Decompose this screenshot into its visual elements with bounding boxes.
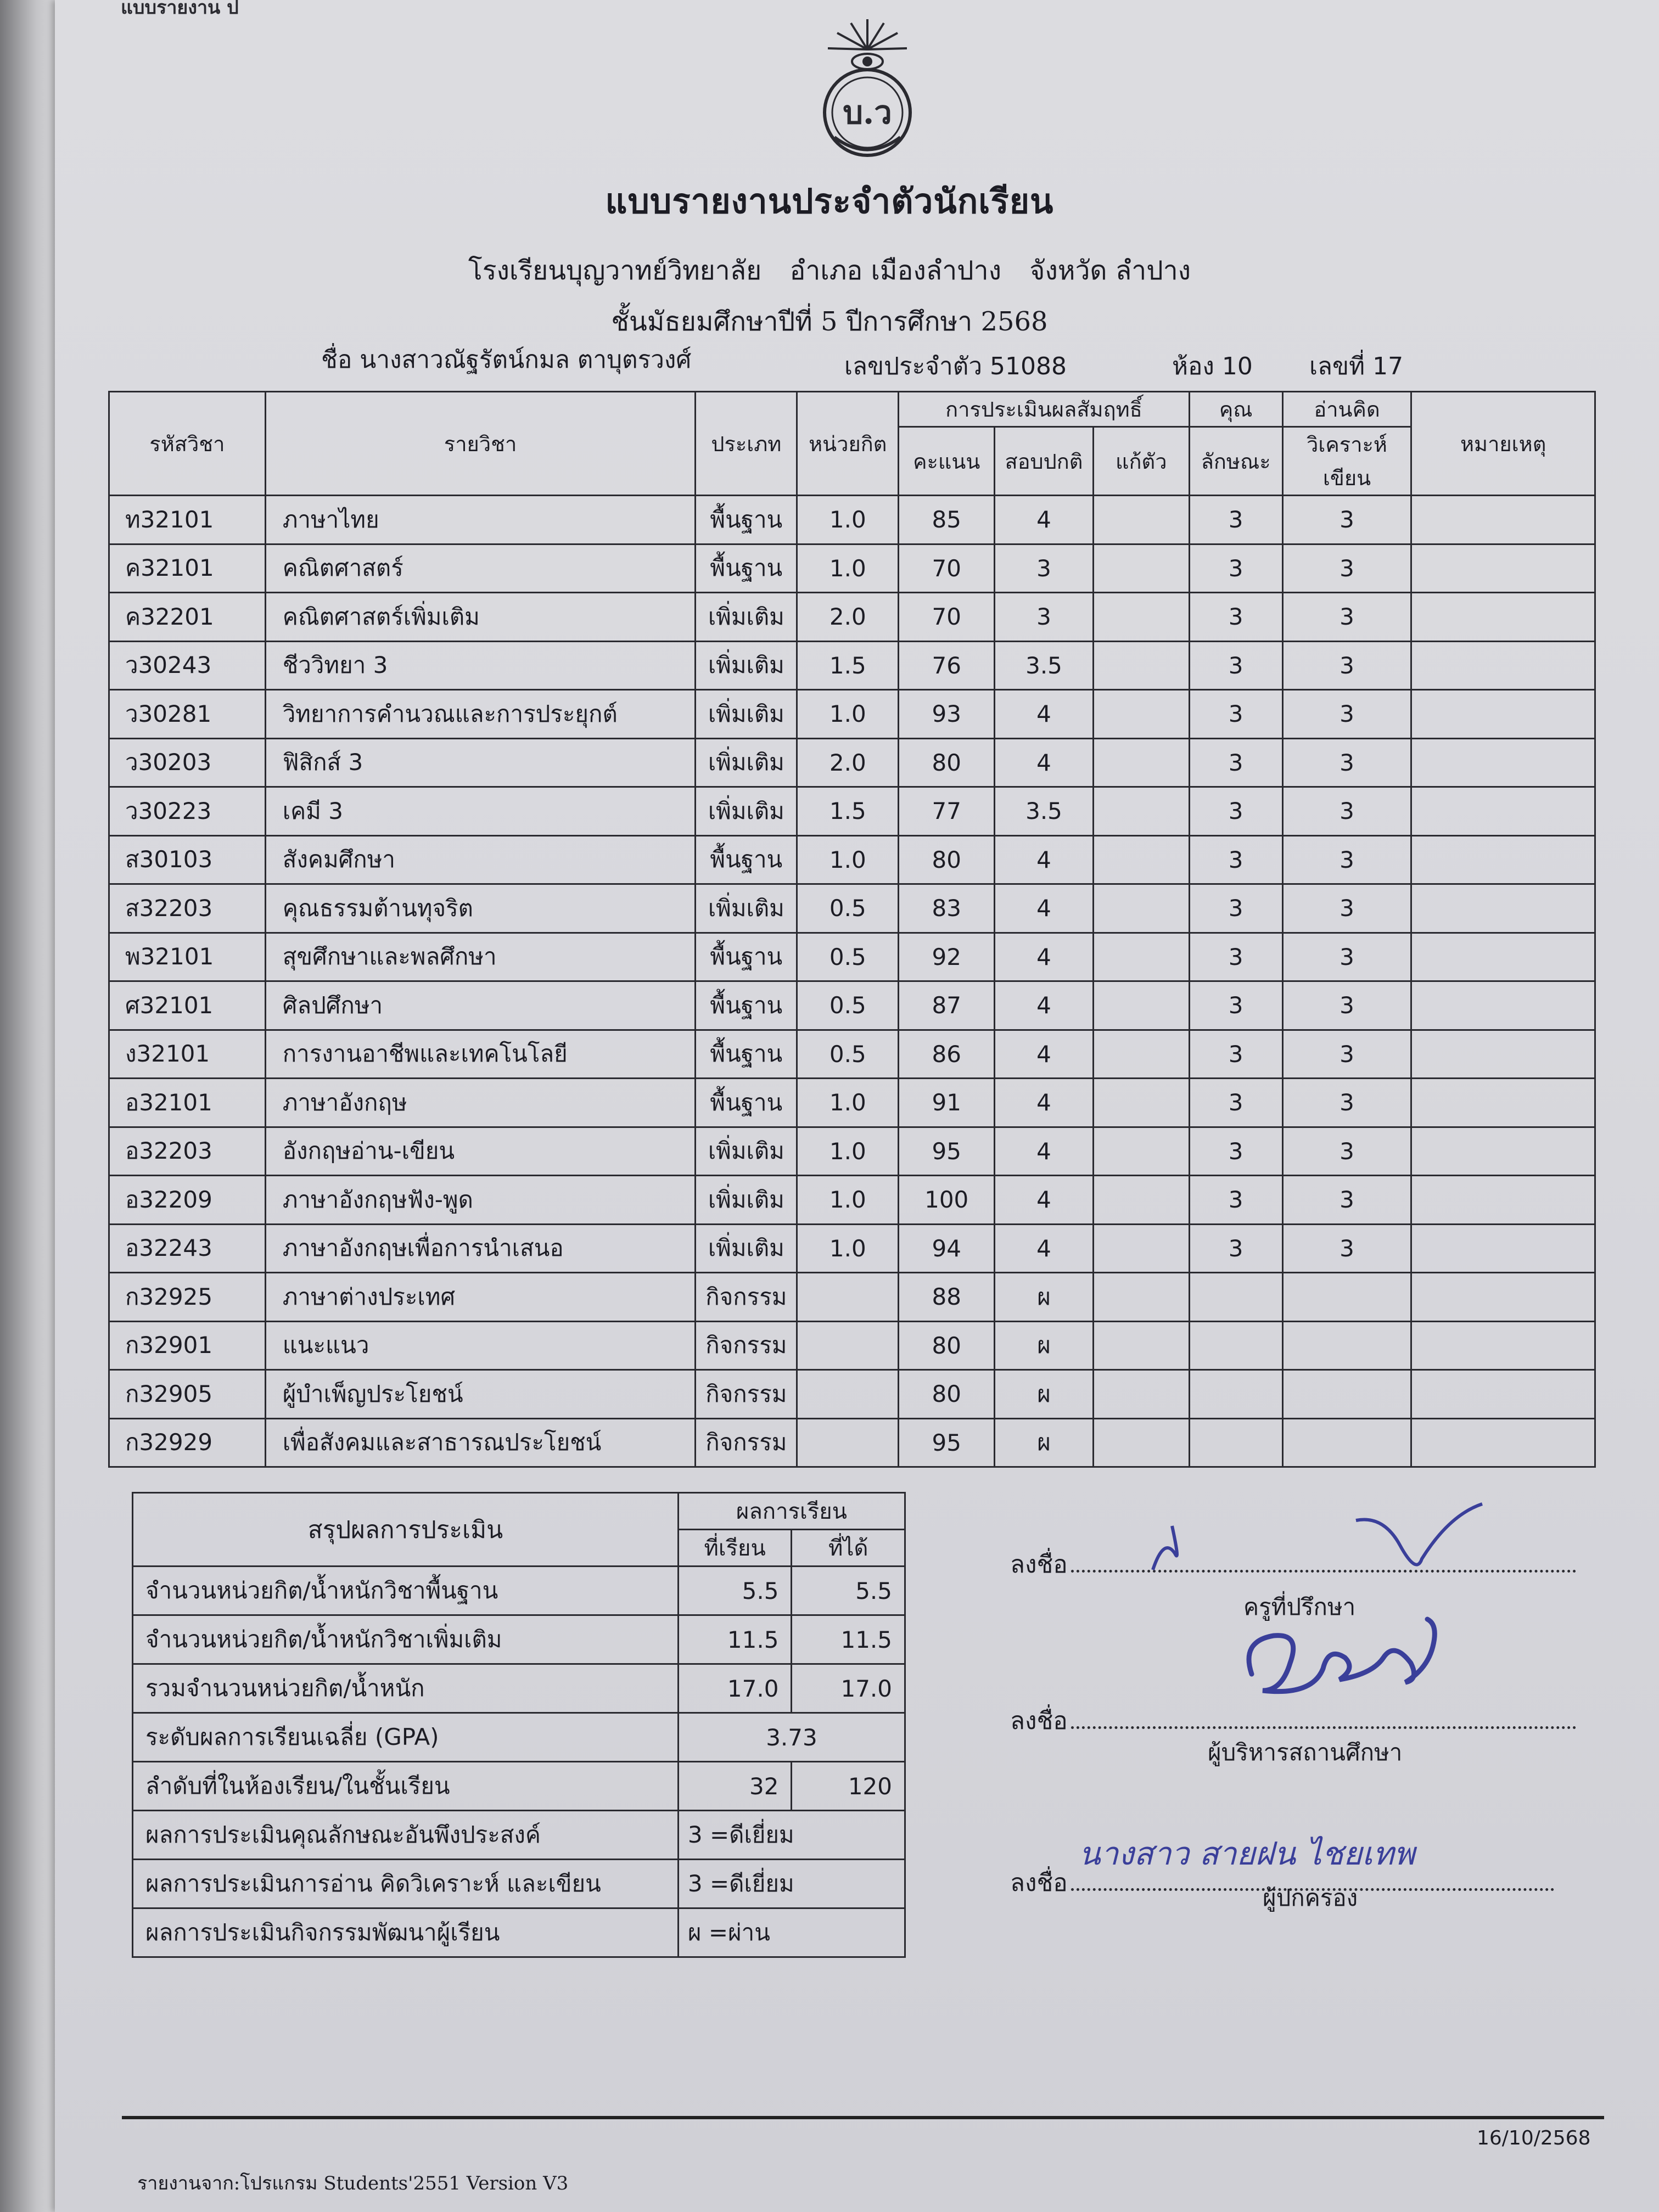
course-type: เพิ่มเติม: [696, 738, 797, 787]
course-character: 3: [1189, 641, 1282, 690]
course-code: ค32101: [109, 544, 266, 593]
course-remedial: [1093, 1321, 1189, 1370]
summary-credit-row: [133, 1567, 905, 1615]
summary-line-studied: 11.5: [678, 1615, 792, 1664]
footer-source: รายงานจาก:โปรแกรม Students'2551 Version V3: [137, 2172, 569, 2194]
course-score: 77: [899, 787, 995, 836]
table-row: [109, 1030, 1595, 1079]
table-row: [109, 1079, 1595, 1127]
course-grade: 4: [995, 981, 1094, 1030]
course-reading: 3: [1282, 544, 1411, 593]
course-grade: 4: [995, 690, 1094, 739]
course-code: ว30281: [109, 690, 266, 739]
grade-rows: [109, 496, 1595, 1467]
course-character: 3: [1189, 933, 1282, 981]
course-remark: [1411, 690, 1595, 739]
course-credit: 0.5: [797, 981, 899, 1030]
course-grade: 3: [995, 593, 1094, 642]
summary-line-earned: 17.0: [792, 1664, 905, 1713]
col-assessment: การประเมินผลสัมฤทธิ์: [899, 392, 1189, 427]
summary-line-label: จำนวนหน่วยกิต/น้ำหนักวิชาเพิ่มเติม: [133, 1615, 679, 1664]
province: จังหวัด ลำปาง: [1029, 255, 1191, 286]
course-reading: 3: [1282, 1030, 1411, 1079]
course-type: เพิ่มเติม: [696, 690, 797, 739]
table-row: [109, 738, 1595, 787]
course-code: ก32925: [109, 1273, 266, 1322]
course-type: เพิ่มเติม: [696, 1176, 797, 1225]
course-remedial: [1093, 1079, 1189, 1127]
course-character: 3: [1189, 1224, 1282, 1273]
parent-handwritten-name: นางสาว สายฝน ไชยเทพ: [1079, 1835, 1415, 1872]
course-name: ภาษาอังกฤษฟัง-พูด: [265, 1176, 696, 1225]
course-score: 95: [899, 1418, 995, 1467]
summary-title: สรุปผลการประเมิน: [133, 1493, 679, 1567]
course-code: ศ32101: [109, 981, 266, 1030]
col-character-top: คุณ: [1189, 392, 1282, 427]
school-line: [0, 250, 1659, 291]
report-title: แบบรายงานประจำตัวนักเรียน: [605, 181, 1054, 221]
advisor-signature-line: ลงชื่อ: [1010, 1545, 1576, 1584]
course-score: 76: [899, 641, 995, 690]
summary-line-earned: 11.5: [792, 1615, 905, 1664]
course-name: วิทยาการคำนวณและการประยุกต์: [265, 690, 696, 739]
course-character: 3: [1189, 1079, 1282, 1127]
course-character: [1189, 1321, 1282, 1370]
table-row: [109, 1127, 1595, 1176]
col-score: คะแนน: [899, 427, 995, 496]
summary-table: [132, 1492, 906, 1958]
seal-letters: บ.ว: [843, 94, 892, 131]
course-code: ง32101: [109, 1030, 266, 1079]
course-code: ว30243: [109, 641, 266, 690]
course-character: 3: [1189, 884, 1282, 933]
course-type: พื้นฐาน: [696, 496, 797, 544]
course-credit: 1.0: [797, 496, 899, 544]
course-reading: 3: [1282, 1224, 1411, 1273]
course-score: 88: [899, 1273, 995, 1322]
course-score: 87: [899, 981, 995, 1030]
course-remark: [1411, 1418, 1595, 1467]
course-type: กิจกรรม: [696, 1321, 797, 1370]
course-type: พื้นฐาน: [696, 1030, 797, 1079]
col-character-bottom: ลักษณะ: [1189, 427, 1282, 496]
table-row: [109, 544, 1595, 593]
director-signature-line: ลงชื่อ: [1010, 1702, 1576, 1740]
course-reading: [1282, 1418, 1411, 1467]
course-name: สังคมศึกษา: [265, 835, 696, 884]
character-label: ผลการประเมินคุณลักษณะอันพึงประสงค์: [133, 1811, 679, 1860]
course-remedial: [1093, 593, 1189, 642]
course-type: กิจกรรม: [696, 1418, 797, 1467]
course-type: พื้นฐาน: [696, 1079, 797, 1127]
table-row: [109, 1321, 1595, 1370]
course-name: สุขศึกษาและพลศึกษา: [265, 933, 696, 981]
table-row: [109, 496, 1595, 544]
course-type: เพิ่มเติม: [696, 884, 797, 933]
course-code: ท32101: [109, 496, 266, 544]
course-grade: 3.5: [995, 641, 1094, 690]
course-reading: [1282, 1273, 1411, 1322]
course-score: 83: [899, 884, 995, 933]
summary-line-studied: 17.0: [678, 1664, 792, 1713]
course-remedial: [1093, 544, 1189, 593]
course-score: 95: [899, 1127, 995, 1176]
course-remark: [1411, 738, 1595, 787]
district: อำเภอ เมืองลำปาง: [789, 255, 1001, 286]
course-remark: [1411, 1176, 1595, 1225]
course-grade: 3.5: [995, 787, 1094, 836]
course-grade: ผ: [995, 1321, 1094, 1370]
footer-date: 16/10/2568: [1477, 2127, 1591, 2149]
course-remark: [1411, 593, 1595, 642]
course-character: 3: [1189, 544, 1282, 593]
course-credit: 1.0: [797, 544, 899, 593]
table-row: [109, 1370, 1595, 1419]
course-reading: 3: [1282, 981, 1411, 1030]
course-reading: 3: [1282, 933, 1411, 981]
course-credit: 2.0: [797, 593, 899, 642]
course-score: 92: [899, 933, 995, 981]
course-name: ฟิสิกส์ 3: [265, 738, 696, 787]
course-score: 91: [899, 1079, 995, 1127]
course-name: แนะแนว: [265, 1321, 696, 1370]
course-remedial: [1093, 1370, 1189, 1419]
course-reading: 3: [1282, 593, 1411, 642]
course-remark: [1411, 981, 1595, 1030]
gpa-label: ระดับผลการเรียนเฉลี่ย (GPA): [133, 1713, 679, 1762]
course-code: ค32201: [109, 593, 266, 642]
course-name: ภาษาอังกฤษ: [265, 1079, 696, 1127]
course-character: 3: [1189, 1030, 1282, 1079]
course-grade: ผ: [995, 1418, 1094, 1467]
course-character: 3: [1189, 593, 1282, 642]
course-credit: [797, 1370, 899, 1419]
course-code: ส30103: [109, 835, 266, 884]
table-row: [109, 933, 1595, 981]
course-remedial: [1093, 787, 1189, 836]
course-remark: [1411, 835, 1595, 884]
course-score: 80: [899, 1370, 995, 1419]
course-remark: [1411, 1321, 1595, 1370]
table-row: [109, 1418, 1595, 1467]
table-row: [109, 787, 1595, 836]
course-remark: [1411, 544, 1595, 593]
course-character: [1189, 1370, 1282, 1419]
course-credit: 1.0: [797, 1079, 899, 1127]
summary-line-label: จำนวนหน่วยกิต/น้ำหนักวิชาพื้นฐาน: [133, 1567, 679, 1615]
course-remark: [1411, 884, 1595, 933]
summary-rank-row: [133, 1762, 905, 1811]
course-remedial: [1093, 933, 1189, 981]
course-code: อ32203: [109, 1127, 266, 1176]
course-name: คุณธรรมต้านทุจริต: [265, 884, 696, 933]
school-name: โรงเรียนบุญวาทย์วิทยาลัย: [468, 255, 762, 286]
course-remark: [1411, 787, 1595, 836]
course-remark: [1411, 1030, 1595, 1079]
course-code: พ32101: [109, 933, 266, 981]
col-subject: รายวิชา: [265, 392, 696, 496]
course-type: กิจกรรม: [696, 1273, 797, 1322]
course-character: [1189, 1418, 1282, 1467]
advisor-signature-icon: [1142, 1493, 1493, 1586]
course-credit: 1.5: [797, 787, 899, 836]
grades-table: [108, 391, 1596, 1468]
course-code: ก32929: [109, 1418, 266, 1467]
course-grade: 4: [995, 933, 1094, 981]
course-name: การงานอาชีพและเทคโนโลยี: [265, 1030, 696, 1079]
gpa-value: 3.73: [678, 1713, 905, 1762]
summary-studied-header: ที่เรียน: [678, 1530, 792, 1567]
footer-rule: [122, 2116, 1604, 2119]
course-type: เพิ่มเติม: [696, 787, 797, 836]
course-remedial: [1093, 884, 1189, 933]
course-score: 94: [899, 1224, 995, 1273]
summary-reading-row: [133, 1860, 905, 1908]
course-remark: [1411, 496, 1595, 544]
parent-role: ผู้ปกครอง: [1263, 1884, 1358, 1911]
course-credit: 1.0: [797, 690, 899, 739]
course-score: 93: [899, 690, 995, 739]
col-credit: หน่วยกิต: [797, 392, 899, 496]
rank-room: 32: [678, 1762, 792, 1811]
summary-activity-row: [133, 1908, 905, 1957]
summary-line-label: รวมจำนวนหน่วยกิต/น้ำหนัก: [133, 1664, 679, 1713]
course-name: ศิลปศึกษา: [265, 981, 696, 1030]
course-remark: [1411, 1370, 1595, 1419]
course-remedial: [1093, 981, 1189, 1030]
course-credit: [797, 1418, 899, 1467]
course-name: ชีววิทยา 3: [265, 641, 696, 690]
summary-result-header: ผลการเรียน: [678, 1493, 905, 1530]
course-name: คณิตศาสตร์: [265, 544, 696, 593]
rank-class: 120: [792, 1762, 905, 1811]
course-name: เคมี 3: [265, 787, 696, 836]
course-reading: 3: [1282, 690, 1411, 739]
summary-line-earned: 5.5: [792, 1567, 905, 1615]
course-character: [1189, 1273, 1282, 1322]
course-code: ส32203: [109, 884, 266, 933]
course-name: คณิตศาสตร์เพิ่มเติม: [265, 593, 696, 642]
table-row: [109, 1224, 1595, 1273]
reading-label: ผลการประเมินการอ่าน คิดวิเคราะห์ และเขียน: [133, 1860, 679, 1908]
course-grade: 4: [995, 1176, 1094, 1225]
course-type: พื้นฐาน: [696, 981, 797, 1030]
course-credit: 1.5: [797, 641, 899, 690]
table-row: [109, 835, 1595, 884]
course-remedial: [1093, 1176, 1189, 1225]
col-grade: สอบปกติ: [995, 427, 1094, 496]
course-remark: [1411, 1079, 1595, 1127]
course-type: พื้นฐาน: [696, 544, 797, 593]
course-score: 86: [899, 1030, 995, 1079]
course-credit: 2.0: [797, 738, 899, 787]
course-reading: [1282, 1321, 1411, 1370]
course-reading: 3: [1282, 1127, 1411, 1176]
course-type: เพิ่มเติม: [696, 1127, 797, 1176]
course-type: กิจกรรม: [696, 1370, 797, 1419]
course-remedial: [1093, 835, 1189, 884]
course-character: 3: [1189, 981, 1282, 1030]
director-signature-icon: [1230, 1608, 1466, 1718]
course-type: เพิ่มเติม: [696, 1224, 797, 1273]
course-code: ก32905: [109, 1370, 266, 1419]
course-remedial: [1093, 1273, 1189, 1322]
summary-earned-header: ที่ได้: [792, 1530, 905, 1567]
course-credit: [797, 1273, 899, 1322]
summary-credit-row: [133, 1664, 905, 1713]
table-row: [109, 690, 1595, 739]
course-type: พื้นฐาน: [696, 933, 797, 981]
table-row: [109, 884, 1595, 933]
course-code: ก32901: [109, 1321, 266, 1370]
course-reading: [1282, 1370, 1411, 1419]
course-reading: 3: [1282, 835, 1411, 884]
course-character: 3: [1189, 738, 1282, 787]
character-value: 3 =ดีเยี่ยม: [678, 1811, 905, 1860]
course-code: ว30203: [109, 738, 266, 787]
course-remark: [1411, 933, 1595, 981]
course-grade: 4: [995, 1030, 1094, 1079]
course-credit: 0.5: [797, 1030, 899, 1079]
course-grade: 4: [995, 1079, 1094, 1127]
course-name: ภาษาอังกฤษเพื่อการนำเสนอ: [265, 1224, 696, 1273]
course-credit: 1.0: [797, 1127, 899, 1176]
course-grade: 4: [995, 1224, 1094, 1273]
parent-signature-line: ลงชื่อ: [1010, 1863, 1554, 1902]
course-score: 80: [899, 738, 995, 787]
course-character: 3: [1189, 1176, 1282, 1225]
course-credit: 1.0: [797, 1224, 899, 1273]
course-code: ว30223: [109, 787, 266, 836]
course-code: อ32101: [109, 1079, 266, 1127]
advisor-role: ครูที่ปรึกษา: [1243, 1593, 1356, 1620]
school-seal-icon: [818, 11, 917, 159]
course-remedial: [1093, 738, 1189, 787]
grade-year-line: ชั้นมัธยมศึกษาปีที่ 5 ปีการศึกษา 2568: [611, 306, 1048, 337]
course-remark: [1411, 641, 1595, 690]
course-name: ผู้บำเพ็ญประโยชน์: [265, 1370, 696, 1419]
course-remedial: [1093, 1127, 1189, 1176]
course-remedial: [1093, 496, 1189, 544]
summary-line-studied: 5.5: [678, 1567, 792, 1615]
course-character: 3: [1189, 690, 1282, 739]
course-grade: 4: [995, 835, 1094, 884]
course-name: ภาษาไทย: [265, 496, 696, 544]
reading-value: 3 =ดีเยี่ยม: [678, 1860, 905, 1908]
course-character: 3: [1189, 835, 1282, 884]
course-grade: 4: [995, 1127, 1094, 1176]
course-reading: 3: [1282, 738, 1411, 787]
course-reading: 3: [1282, 884, 1411, 933]
course-reading: 3: [1282, 787, 1411, 836]
course-character: 3: [1189, 787, 1282, 836]
course-code: อ32209: [109, 1176, 266, 1225]
course-score: 80: [899, 1321, 995, 1370]
activity-value: ผ =ผ่าน: [678, 1908, 905, 1957]
course-character: 3: [1189, 496, 1282, 544]
course-credit: 1.0: [797, 835, 899, 884]
course-remark: [1411, 1224, 1595, 1273]
course-remark: [1411, 1273, 1595, 1322]
course-reading: 3: [1282, 1176, 1411, 1225]
course-score: 70: [899, 593, 995, 642]
rank-label: ลำดับที่ในห้องเรียน/ในชั้นเรียน: [133, 1762, 679, 1811]
course-grade: 4: [995, 884, 1094, 933]
student-id: เลขประจำตัว 51088: [844, 352, 1067, 380]
col-remark: หมายเหตุ: [1411, 392, 1595, 496]
table-row: [109, 981, 1595, 1030]
course-score: 85: [899, 496, 995, 544]
course-score: 70: [899, 544, 995, 593]
course-remedial: [1093, 690, 1189, 739]
student-room: ห้อง 10: [1172, 352, 1253, 380]
course-credit: 0.5: [797, 933, 899, 981]
summary-credit-row: [133, 1615, 905, 1664]
summary-gpa-row: [133, 1713, 905, 1762]
course-remedial: [1093, 641, 1189, 690]
course-name: เพื่อสังคมและสาธารณประโยชน์: [265, 1418, 696, 1467]
student-name: ชื่อ นางสาวณัฐรัตน์กมล ตาบุตรวงศ์: [321, 346, 692, 374]
course-grade: ผ: [995, 1273, 1094, 1322]
course-grade: 4: [995, 496, 1094, 544]
col-reading-bottom: วิเคราะห์เขียน: [1282, 427, 1411, 496]
table-row: [109, 1176, 1595, 1225]
course-name: ภาษาต่างประเทศ: [265, 1273, 696, 1322]
course-type: เพิ่มเติม: [696, 593, 797, 642]
col-type: ประเภท: [696, 392, 797, 496]
course-remedial: [1093, 1418, 1189, 1467]
table-row: [109, 1273, 1595, 1322]
course-remedial: [1093, 1030, 1189, 1079]
course-reading: 3: [1282, 641, 1411, 690]
course-grade: ผ: [995, 1370, 1094, 1419]
course-remark: [1411, 1127, 1595, 1176]
summary-lines: [133, 1567, 905, 1713]
course-code: อ32243: [109, 1224, 266, 1273]
course-score: 80: [899, 835, 995, 884]
course-type: พื้นฐาน: [696, 835, 797, 884]
course-type: เพิ่มเติม: [696, 641, 797, 690]
course-grade: 4: [995, 738, 1094, 787]
activity-label: ผลการประเมินกิจกรรมพัฒนาผู้เรียน: [133, 1908, 679, 1957]
course-reading: 3: [1282, 496, 1411, 544]
course-name: อังกฤษอ่าน-เขียน: [265, 1127, 696, 1176]
course-credit: 1.0: [797, 1176, 899, 1225]
course-credit: 0.5: [797, 884, 899, 933]
student-number: เลขที่ 17: [1309, 352, 1404, 380]
corner-fragment-text: แบบรายงาน ป: [121, 0, 239, 19]
col-remedial: แก้ตัว: [1093, 427, 1189, 496]
course-reading: 3: [1282, 1079, 1411, 1127]
course-score: 100: [899, 1176, 995, 1225]
course-credit: [797, 1321, 899, 1370]
summary-character-row: [133, 1811, 905, 1860]
director-role: ผู้บริหารสถานศึกษา: [1208, 1739, 1403, 1766]
course-grade: 3: [995, 544, 1094, 593]
table-row: [109, 641, 1595, 690]
course-character: 3: [1189, 1127, 1282, 1176]
table-row: [109, 593, 1595, 642]
course-remedial: [1093, 1224, 1189, 1273]
col-reading-top: อ่านคิด: [1282, 392, 1411, 427]
col-code: รหัสวิชา: [109, 392, 266, 496]
